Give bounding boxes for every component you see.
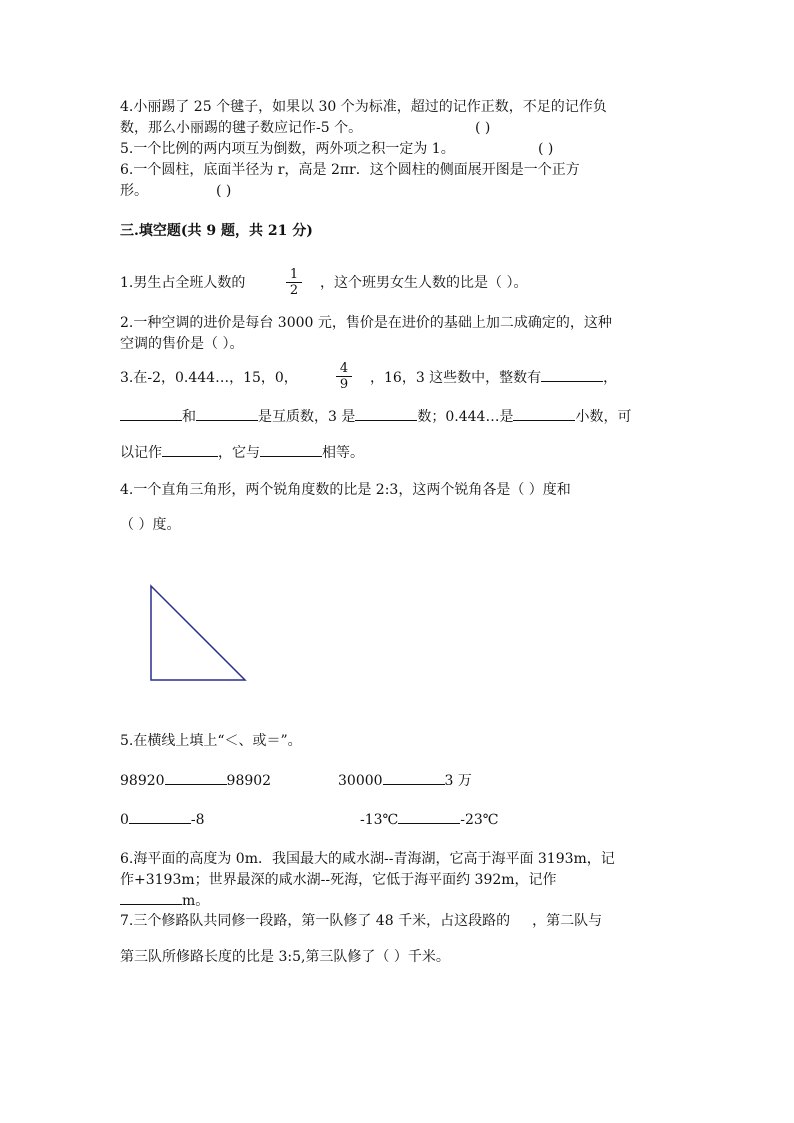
fill-q5-r1-a-right: 98902 — [226, 773, 272, 789]
fill-q5-r1-b-right: 3 万 — [444, 773, 472, 789]
fill-q5-r2-b-blank[interactable] — [398, 811, 460, 824]
judge-q6-line2-text: 形。 — [120, 183, 148, 199]
fill-q5-title: 5.在横线上填上“＜、或＝”。 — [120, 733, 302, 749]
fill-q6-line2: 作+3193m；世界最深的咸水湖--死海，它低于海平面约 392m，记作 — [120, 872, 557, 888]
fill-q5-r2-b-left: -13℃ — [360, 812, 399, 828]
fill-q3-line1 — [120, 369, 618, 387]
fill-q3-text-h: 以记作 — [120, 445, 162, 461]
fill-q1-text-b: ，这个班男女生人数的比是（ ）。 — [320, 275, 528, 291]
fill-q2-line1: 2.一种空调的进价是每台 3000 元，售价是在进价的基础上加二成确定的，这种 — [120, 315, 612, 331]
judge-q6-line1: 6.一个圆柱，底面半径为 r，高是 2πr．这个圆柱的侧面展开图是一个正方 — [120, 162, 580, 178]
fill-q3-blank-decimal-type[interactable] — [513, 408, 575, 421]
fill-q5-r2-a-blank[interactable] — [129, 811, 191, 824]
fill-q5-r2-b — [360, 811, 498, 829]
section3-title: 三.填空题(共 9 题，共 21 分) — [120, 223, 313, 239]
fill-q5-row2 — [120, 811, 499, 829]
fill-q1-line — [120, 274, 528, 292]
judge-q5-line — [120, 140, 554, 158]
fill-q5-r1-b-left: 30000 — [338, 773, 383, 789]
fill-q6-line1: 6.海平面的高度为 0m．我国最大的咸水湖--青海湖，它高于海平面 3193m，记 — [120, 851, 615, 867]
fill-q1-fraction — [286, 268, 302, 298]
fill-q3-text-b: ，16，3 这些数中，整数有 — [370, 370, 542, 386]
fill-q5-row1 — [120, 772, 472, 790]
fill-q3-blank-number-type[interactable] — [355, 408, 417, 421]
fill-q2-line2: 空调的售价是（ ）。 — [120, 336, 244, 352]
fill-q3-text-j: 相等。 — [322, 445, 364, 461]
judge-q6-answer-paren[interactable]: ( ) — [216, 183, 232, 199]
fill-q7-line2: 第三队所修路长度的比是 3:5,第三队修了（ ）千米。 — [120, 949, 450, 965]
fill-q1-fraction-denominator: 2 — [289, 283, 299, 298]
fill-q5-r2-b-right: -23℃ — [460, 812, 499, 828]
judge-q5-answer-paren[interactable]: ( ) — [538, 141, 554, 157]
fill-q3-text-a: 3.在-2，0.444…，15，0， — [120, 370, 298, 386]
fill-q3-text-g: 小数，可 — [575, 409, 632, 425]
fill-q4-line2: （ ）度。 — [120, 517, 181, 533]
right-triangle-figure — [140, 578, 252, 688]
fill-q3-fraction-denominator: 9 — [339, 377, 349, 392]
fill-q3-blank-coprime-1[interactable] — [120, 408, 182, 421]
fill-q3-text-c: ， — [603, 370, 618, 386]
fill-q3-text-i: ，它与 — [218, 445, 260, 461]
fill-q6-line3 — [120, 892, 209, 910]
fill-q3-blank-coprime-2[interactable] — [196, 408, 258, 421]
fill-q3-blank-integers[interactable] — [541, 369, 603, 382]
fill-q5-r1-b-blank[interactable] — [383, 772, 445, 785]
fill-q3-text-d: 和 — [182, 409, 196, 425]
fill-q3-blank-equal-to[interactable] — [260, 444, 322, 457]
fill-q5-r1-a-blank[interactable] — [165, 772, 227, 785]
judge-q4-line1: 4.小丽踢了 25 个毽子，如果以 30 个为标准，超过的记作正数，不足的记作负 — [120, 99, 607, 115]
judge-q4-line2-text: 数，那么小丽踢的毽子数应记作-5 个。 — [120, 120, 363, 136]
fill-q5-r2-a-left: 0 — [120, 812, 129, 828]
fill-q7-text-a: 7.三个修路队共同修一段路，第一队修了 48 千米，占这段路的 — [120, 913, 511, 929]
fill-q3-fraction-numerator: 4 — [336, 362, 352, 377]
fill-q5-r1-a-left: 98920 — [120, 773, 165, 789]
fill-q1-fraction-numerator: 1 — [286, 268, 302, 283]
fill-q1-text-a: 1.男生占全班人数的 — [120, 275, 246, 291]
fill-q3-text-e: 是互质数，3 是 — [258, 409, 356, 425]
fill-q3-blank-written-as[interactable] — [162, 444, 218, 457]
fill-q3-line1-rest — [370, 369, 617, 387]
fill-q4-line1: 4.一个直角三角形，两个锐角度数的比是 2:3，这两个锐角各是（ ）度和 — [120, 482, 571, 498]
fill-q6-text-unit: m。 — [182, 893, 210, 909]
fill-q5-r2-a-right: -8 — [190, 812, 205, 828]
fill-q3-line3 — [120, 444, 364, 462]
judge-q5-text: 5.一个比例的两内项互为倒数，两外项之积一定为 1。 — [120, 141, 455, 157]
right-triangle-shape — [151, 586, 245, 680]
fill-q6-blank[interactable] — [120, 892, 182, 905]
judge-q6-line2 — [120, 182, 232, 200]
fill-q7-line1 — [120, 912, 602, 930]
fill-q3-text-f: 数；0.444…是 — [417, 409, 514, 425]
judge-q4-answer-paren[interactable]: ( ) — [475, 120, 491, 136]
fill-q3-fraction — [336, 362, 352, 392]
judge-q4-line2 — [120, 119, 491, 137]
fill-q5-r1-b — [338, 772, 472, 790]
fill-q7-text-b: ，第二队与 — [532, 913, 603, 929]
fill-q3-line2 — [120, 408, 631, 426]
